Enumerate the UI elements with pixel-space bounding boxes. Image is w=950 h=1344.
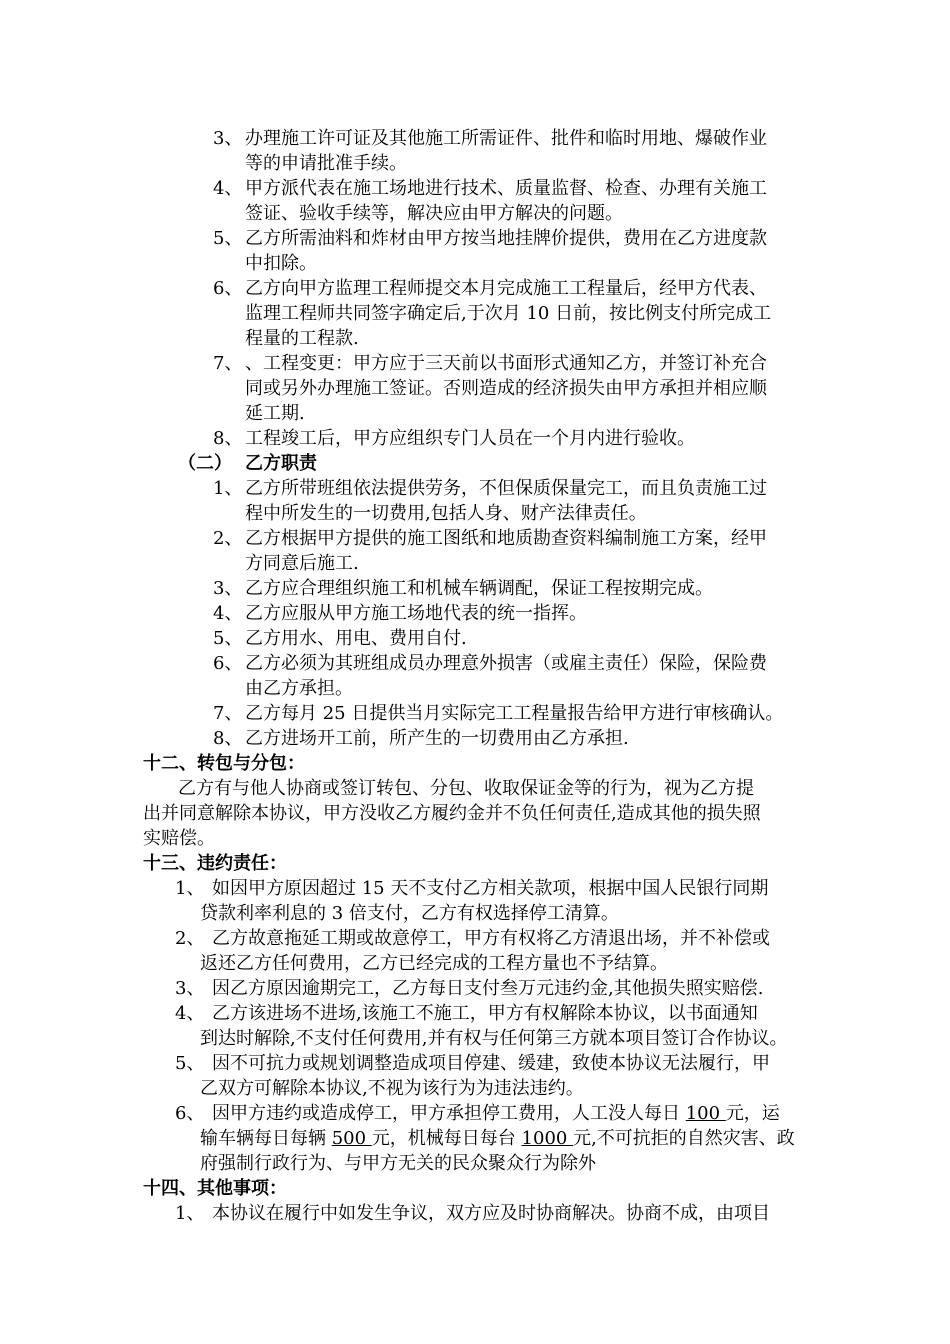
list-text: 因不可抗力或规划调整造成项目停建、缓建，致使本协议无法履行，甲 [212,1053,770,1074]
list-text: 到达时解除,不支付任何费用,并有权与任何第三方就本项目签订合作协议。 [200,1028,788,1049]
list-number: 3、 [175,978,205,999]
list-text: 乙方故意拖延工期或故意停工，甲方有权将乙方清退出场，并不补偿或 [212,928,770,949]
section-12-heading: 十二、转包与分包： [143,753,305,774]
list-number: 2、 [213,528,243,549]
list-text: 府强制行政行为、与甲方无关的民众聚众行为除外 [200,1153,596,1174]
list-text: 乙方每月 25 日提供当月实际完工工程量报告给甲方进行审核确认。 [245,703,784,724]
list-text: 等的申请批准手续。 [245,153,407,174]
list-number: 6、 [175,1103,205,1124]
list-text: 工程竣工后，甲方应组织专门人员在一个月内进行验收。 [245,428,695,449]
list-text: 乙双方可解除本协议,不视为该行为为违法违约。 [200,1078,584,1099]
list-text: 乙方应服从甲方施工场地代表的统一指挥。 [245,603,587,624]
list-text: 延工期. [245,403,305,424]
text-run: 元，机械每日每台 [371,1128,522,1149]
list-text: 甲方派代表在施工场地进行技术、质量监督、检查、办理有关施工 [245,178,767,199]
list-number: 3、 [213,128,243,149]
section-b-title: 乙方职责 [245,453,317,474]
list-text: 乙方根据甲方提供的施工图纸和地质勘查资料编制施工方案，经甲 [245,528,767,549]
list-text: 乙方进场开工前，所产生的一切费用由乙方承担. [245,728,629,749]
list-text: 乙方用水、用电、费用自付. [245,628,467,649]
list-text: 乙方该进场不进场,该施工不施工，甲方有权解除本协议，以书面通知 [212,1003,758,1024]
list-number: 2、 [175,928,205,949]
list-text: 乙方应合理组织施工和机械车辆调配，保证工程按期完成。 [245,578,713,599]
list-text: 乙方向甲方监理工程师提交本月完成施工工程量后，经甲方代表、 [245,278,767,299]
list-text: 乙方必须为其班组成员办理意外损害（或雇主责任）保险，保险费 [245,653,767,674]
list-number: 8、 [213,428,243,449]
paragraph-line: 实赔偿。 [143,828,215,849]
list-number: 3、 [213,578,243,599]
text-run: 输车辆每日每辆 [200,1128,332,1149]
list-text: 方同意后施工. [245,553,359,574]
list-number: 8、 [213,728,243,749]
list-text: 同或另外办理施工签证。否则造成的经济损失由甲方承担并相应顺 [245,378,767,399]
list-number: 7、 [213,703,243,724]
list-number: 5、 [213,228,243,249]
list-text: 监理工程师共同签字确定后,于次月 10 日前，按比例支付所完成工 [245,303,772,324]
list-text: 程量的工程款. [245,328,359,349]
list-number: 6、 [213,653,243,674]
list-number: 4、 [213,603,243,624]
underlined-amount: 500 [331,1128,372,1149]
list-number: 5、 [213,628,243,649]
list-text: 贷款利率利息的 3 倍支付，乙方有权选择停工清算。 [200,903,619,924]
list-number: 1、 [175,1203,205,1224]
list-number: 5、 [175,1053,205,1074]
list-text [200,1126,795,1151]
list-text: 乙方所带班组依法提供劳务，不但保质保量完工，而且负责施工过 [245,478,767,499]
list-number: 1、 [213,478,243,499]
list-text: 中扣除。 [245,253,317,274]
section-13-heading: 十三、违约责任： [143,853,287,874]
list-text: 因乙方原因逾期完工，乙方每日支付叁万元违约金,其他损失照实赔偿. [212,978,764,999]
list-text: 由乙方承担。 [245,678,353,699]
list-text: 程中所发生的一切费用,包括人身、财产法律责任。 [245,503,647,524]
list-text: 返还乙方任何费用，乙方已经完成的工程方量也不予结算。 [200,953,668,974]
list-text: 办理施工许可证及其他施工所需证件、批件和临时用地、爆破作业 [245,128,767,149]
underlined-amount: 100 [685,1103,726,1124]
text-run: 元，运 [725,1103,780,1124]
list-text: 签证、验收手续等，解决应由甲方解决的问题。 [245,203,623,224]
list-number: 4、 [175,1003,205,1024]
paragraph-line: 出并同意解除本协议，甲方没收乙方履约金并不负任何责任,造成其他的损失照 [143,803,761,824]
list-number: 1、 [175,878,205,899]
list-number: 4、 [213,178,243,199]
list-number: 6、 [213,278,243,299]
text-run: 因甲方违约或造成停工，甲方承担停工费用，人工没人每日 [212,1103,686,1124]
list-text: 乙方所需油料和炸材由甲方按当地挂牌价提供，费用在乙方进度款 [245,228,767,249]
paragraph-line: 乙方有与他人协商或签订转包、分包、收取保证金等的行为，视为乙方提 [178,778,754,799]
list-number: 7、 [213,353,243,374]
list-text: 本协议在履行中如发生争议，双方应及时协商解决。协商不成，由项目 [212,1203,770,1224]
list-text [212,1101,780,1126]
section-b-number: （二） [178,453,232,474]
list-text: 如因甲方原因超过 15 天不支付乙方相关款项，根据中国人民银行同期 [212,878,769,899]
list-text: 、工程变更：甲方应于三天前以书面形式通知乙方，并签订补充合 [245,353,767,374]
section-14-heading: 十四、其他事项： [143,1178,287,1199]
underlined-amount: 1000 [521,1128,574,1149]
text-run: 元,不可抗拒的自然灾害、政 [573,1128,795,1149]
